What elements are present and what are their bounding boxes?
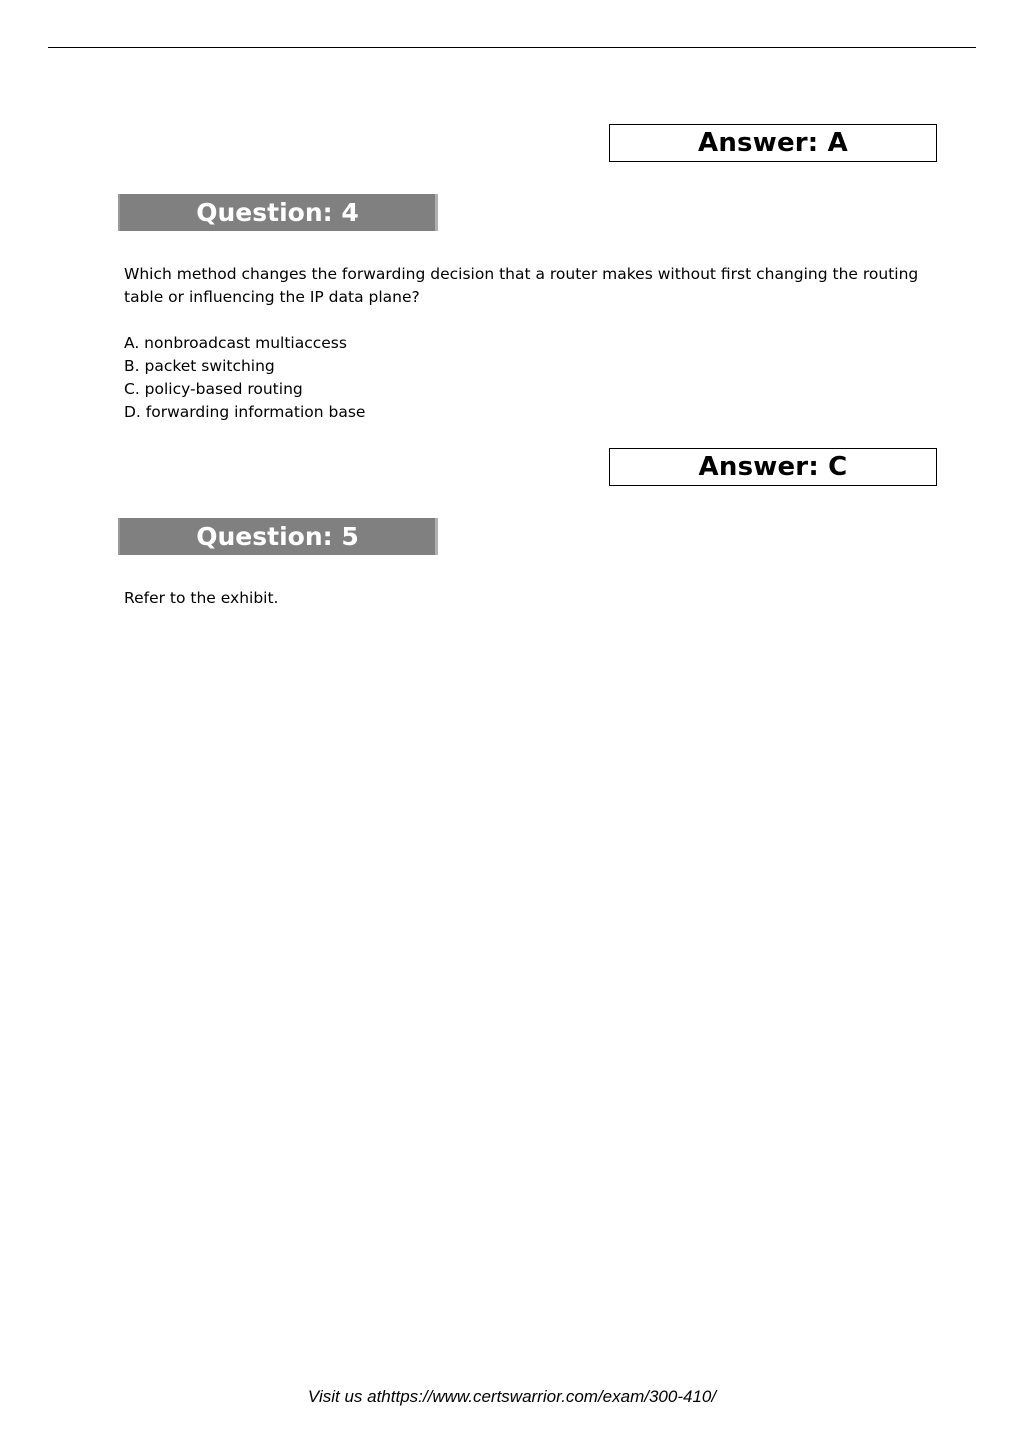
answer-box-prev [609,124,937,162]
question-5-title: Question: 5 [196,522,359,551]
header-divider [48,47,976,48]
question-4-heading [118,194,438,231]
option-d: D. forwarding information base [124,403,366,421]
option-c: C. policy-based routing [124,380,303,398]
question-5-text: Refer to the exhibit. [124,589,279,607]
answer-label-prev: Answer: A [698,128,848,158]
option-a: A. nonbroadcast multiaccess [124,334,347,352]
option-b: B. packet switching [124,357,275,375]
answer-label-question-4: Answer: C [698,452,848,482]
question-5-body [124,587,924,610]
answer-box-question-4 [609,448,937,486]
question-4-text-line-2: table or influencing the IP data plane? [124,288,420,306]
question-4-body [124,263,924,309]
footer-link-text[interactable]: Visit us athttps://www.certswarrior.com/exam/300-410/ [307,1387,717,1406]
question-4-text-line-1: Which method changes the forwarding decision that a router makes without first changing the routing [124,265,919,283]
question-4-title: Question: 4 [196,198,359,227]
question-5-heading [118,518,438,555]
question-4-options [124,332,924,424]
